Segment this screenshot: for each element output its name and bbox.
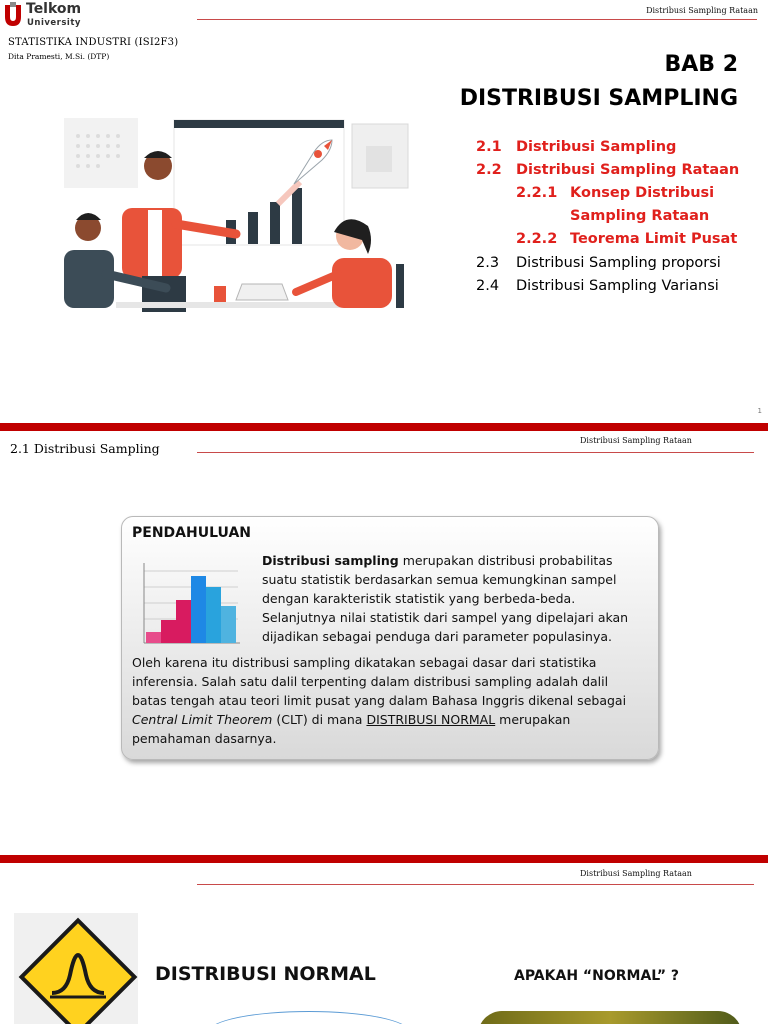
page-number: 1 — [757, 407, 762, 415]
slide-header-label: Distribusi Sampling Rataan — [646, 6, 758, 15]
header-rule — [197, 19, 757, 20]
logo-sub: University — [27, 18, 81, 28]
toc-item-2-1[interactable]: 2.1 Distribusi Sampling — [476, 139, 677, 155]
slide-header-label: Distribusi Sampling Rataan — [580, 436, 692, 445]
normal-distribution-heading: DISTRIBUSI NORMAL — [155, 963, 376, 985]
intro-paragraph-1: Distribusi sampling merupakan distribusi probabilitas suatu statistik berdasarkan semua kemungkinan sampel dengan karakteristik statistik yang berbeda-beda. Selanjutnya nilai statistik dari sampel yang dipelajari akan dijadikan sebagai penduga dari parameter populasinya. — [262, 553, 629, 644]
histogram-bar — [146, 632, 161, 643]
telkom-logo — [4, 2, 84, 30]
intro-callout-box — [121, 516, 659, 760]
section-title: 2.1 Distribusi Sampling — [10, 441, 160, 456]
term-distribusi-sampling: Distribusi sampling — [262, 553, 399, 568]
slide-3 — [0, 863, 768, 1024]
photo-thumbnail — [478, 1011, 742, 1024]
distribusi-normal-emphasis: DISTRIBUSI NORMAL — [366, 712, 496, 727]
chapter-number: BAB 2 — [664, 52, 738, 77]
histogram-bar — [191, 576, 206, 643]
presentation-illustration — [56, 88, 416, 318]
toc-item-2-2-1[interactable]: 2.2.1 Konsep Distribusi — [516, 185, 715, 201]
slide-divider — [0, 423, 768, 431]
bell-curve-warning-icon — [16, 915, 140, 1024]
histogram-bar — [206, 587, 221, 643]
toc-item-2-3[interactable]: 2.3 Distribusi Sampling proporsi — [476, 255, 721, 271]
normal-question-heading: APAKAH “NORMAL” ? — [514, 968, 680, 984]
intro-paragraph-2: Oleh karena itu distribusi sampling dikatakan sebagai dasar dari statistika inferensia. Salah satu dalil terpenting dalam distribusi sampling adalah dalil batas tengah atau teori limit pusat yang dalam Bahasa Inggris dikenal sebagai Central Limit Theorem (CLT) di mana DISTRIBUSI NORMAL merupakan pemahaman dasarnya. — [132, 655, 627, 746]
toc-item-2-2[interactable]: 2.2 Distribusi Sampling Rataan — [476, 162, 740, 178]
course-name: STATISTIKA INDUSTRI (ISI2F3) — [8, 37, 179, 48]
slide-1 — [0, 0, 768, 423]
lecturer-name: Dita Pramesti, M.Si. (DTP) — [8, 52, 110, 61]
slide-header-label: Distribusi Sampling Rataan — [580, 869, 692, 878]
toc-item-2-4[interactable]: 2.4 Distribusi Sampling Variansi — [476, 278, 719, 294]
header-rule — [197, 452, 754, 453]
cloud-shape — [208, 1011, 410, 1024]
chapter-title: DISTRIBUSI SAMPLING — [459, 86, 738, 111]
header-rule — [197, 884, 754, 885]
slide-divider — [0, 855, 768, 863]
histogram-bar — [176, 600, 191, 643]
telkom-u-icon — [4, 2, 22, 28]
histogram-icon — [142, 561, 242, 647]
toc-item-2-2-1-line2: Sampling Rataan — [570, 208, 710, 224]
toc-item-2-2-2[interactable]: 2.2.2 Teorema Limit Pusat — [516, 231, 738, 247]
box-heading: PENDAHULUAN — [132, 525, 251, 541]
logo-word: Telkom — [26, 1, 82, 17]
histogram-bar — [221, 606, 236, 643]
histogram-bar — [161, 620, 176, 643]
